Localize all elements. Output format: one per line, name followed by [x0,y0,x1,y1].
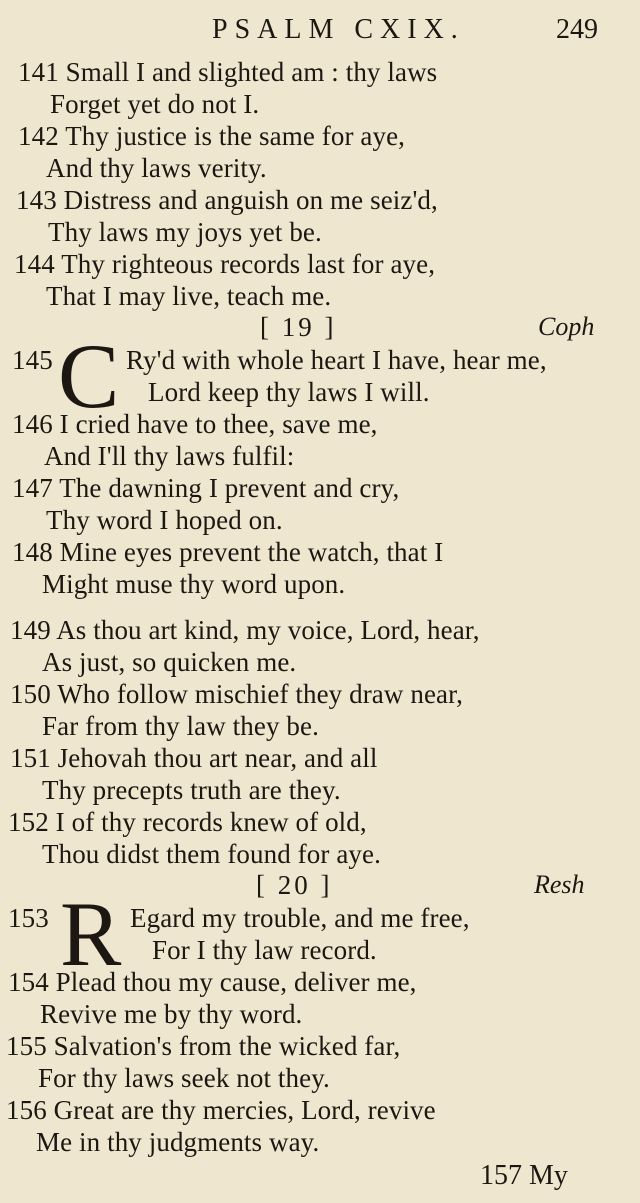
drop-cap: R [60,883,122,985]
verse-text: Jehovah thou art near, and all [57,743,378,773]
verse-number: 146 [12,409,53,439]
verse-number: 145 [12,345,53,375]
verse-line: As just, so quicken me. [42,647,297,677]
verse-text: Distress and anguish on me seiz'd, [63,185,438,215]
verse-number: 144 [14,249,55,279]
verse-line [8,806,367,838]
verse-line [12,536,443,568]
verse-number: 154 [8,967,49,997]
verse-number: 149 [10,615,51,645]
verse-text: Mine eyes prevent the watch, that I [59,537,444,567]
verse-number: 148 [12,537,53,567]
verse-line [18,120,405,152]
verse-line [14,248,435,280]
verse-number: 143 [16,185,57,215]
running-head: PSALM CXIX. [212,14,465,45]
verse-line [16,184,438,216]
verse-line [6,1030,400,1062]
verse-text: The dawning I prevent and cry, [59,473,400,503]
section-name: Resh [534,870,585,899]
verse-text: I cried have to thee, save me, [59,409,378,439]
page-number: 249 [556,14,598,45]
catchword: 157 My [480,1160,568,1191]
verse-line: And thy laws verity. [46,153,267,183]
verse-line: Far from thy law they be. [42,711,319,741]
verse-line: That I may live, teach me. [46,281,332,311]
verse-line: Revive me by thy word. [40,999,303,1029]
verse-line: For I thy law record. [152,935,377,965]
verse-number: 155 [6,1031,47,1061]
verse-line [12,408,378,440]
verse-text: As thou art kind, my voice, Lord, hear, [56,615,480,645]
verse-text: Plead thou my cause, deliver me, [55,967,417,997]
verse-line [10,742,377,774]
verse-line: Forget yet do not I. [50,89,260,119]
section-name: Coph [538,312,595,341]
verse-number: 142 [18,121,59,151]
verse-text: Great are thy mercies, Lord, revive [53,1095,436,1125]
verse-line: Thy precepts truth are they. [42,775,341,805]
verse-number: 152 [8,807,49,837]
verse-line: Egard my trouble, and me free, [130,903,470,933]
verse-number: 151 [10,743,51,773]
verse-line [6,1094,436,1126]
verse-line [10,614,480,646]
verse-number: 153 [8,903,49,933]
section-number: [ 19 ] [260,312,337,342]
verse-line: Thy word I hoped on. [46,505,283,535]
verse-text: Who follow mischief they draw near, [57,679,463,709]
verse-line [10,678,463,710]
verse-line: Ry'd with whole heart I have, hear me, [126,345,547,375]
verse-number: 156 [6,1095,47,1125]
verse-text: I of thy records knew of old, [55,807,367,837]
verse-line: And I'll thy laws fulfil: [44,441,295,471]
verse-line: Might muse thy word upon. [42,569,346,599]
drop-cap: C [58,325,120,427]
verse-line: Thou didst them found for aye. [42,839,381,869]
verse-text: Thy righteous records last for aye, [61,249,436,279]
verse-line: Thy laws my joys yet be. [48,217,322,247]
verse-line: Lord keep thy laws I will. [148,377,430,407]
verse-number: 150 [10,679,51,709]
verse-text: Salvation's from the wicked far, [53,1031,401,1061]
verse-number: 147 [12,473,53,503]
verse-text: Small I and slighted am : thy laws [65,57,438,87]
verse-line [12,472,399,504]
verse-line: For thy laws seek not they. [38,1063,330,1093]
verse-text: Thy justice is the same for aye, [65,121,406,151]
verse-line: Me in thy judgments way. [36,1127,320,1157]
verse-line [18,56,437,88]
verse-line [8,966,417,998]
section-number: [ 20 ] [256,870,333,900]
verse-number: 141 [18,57,59,87]
